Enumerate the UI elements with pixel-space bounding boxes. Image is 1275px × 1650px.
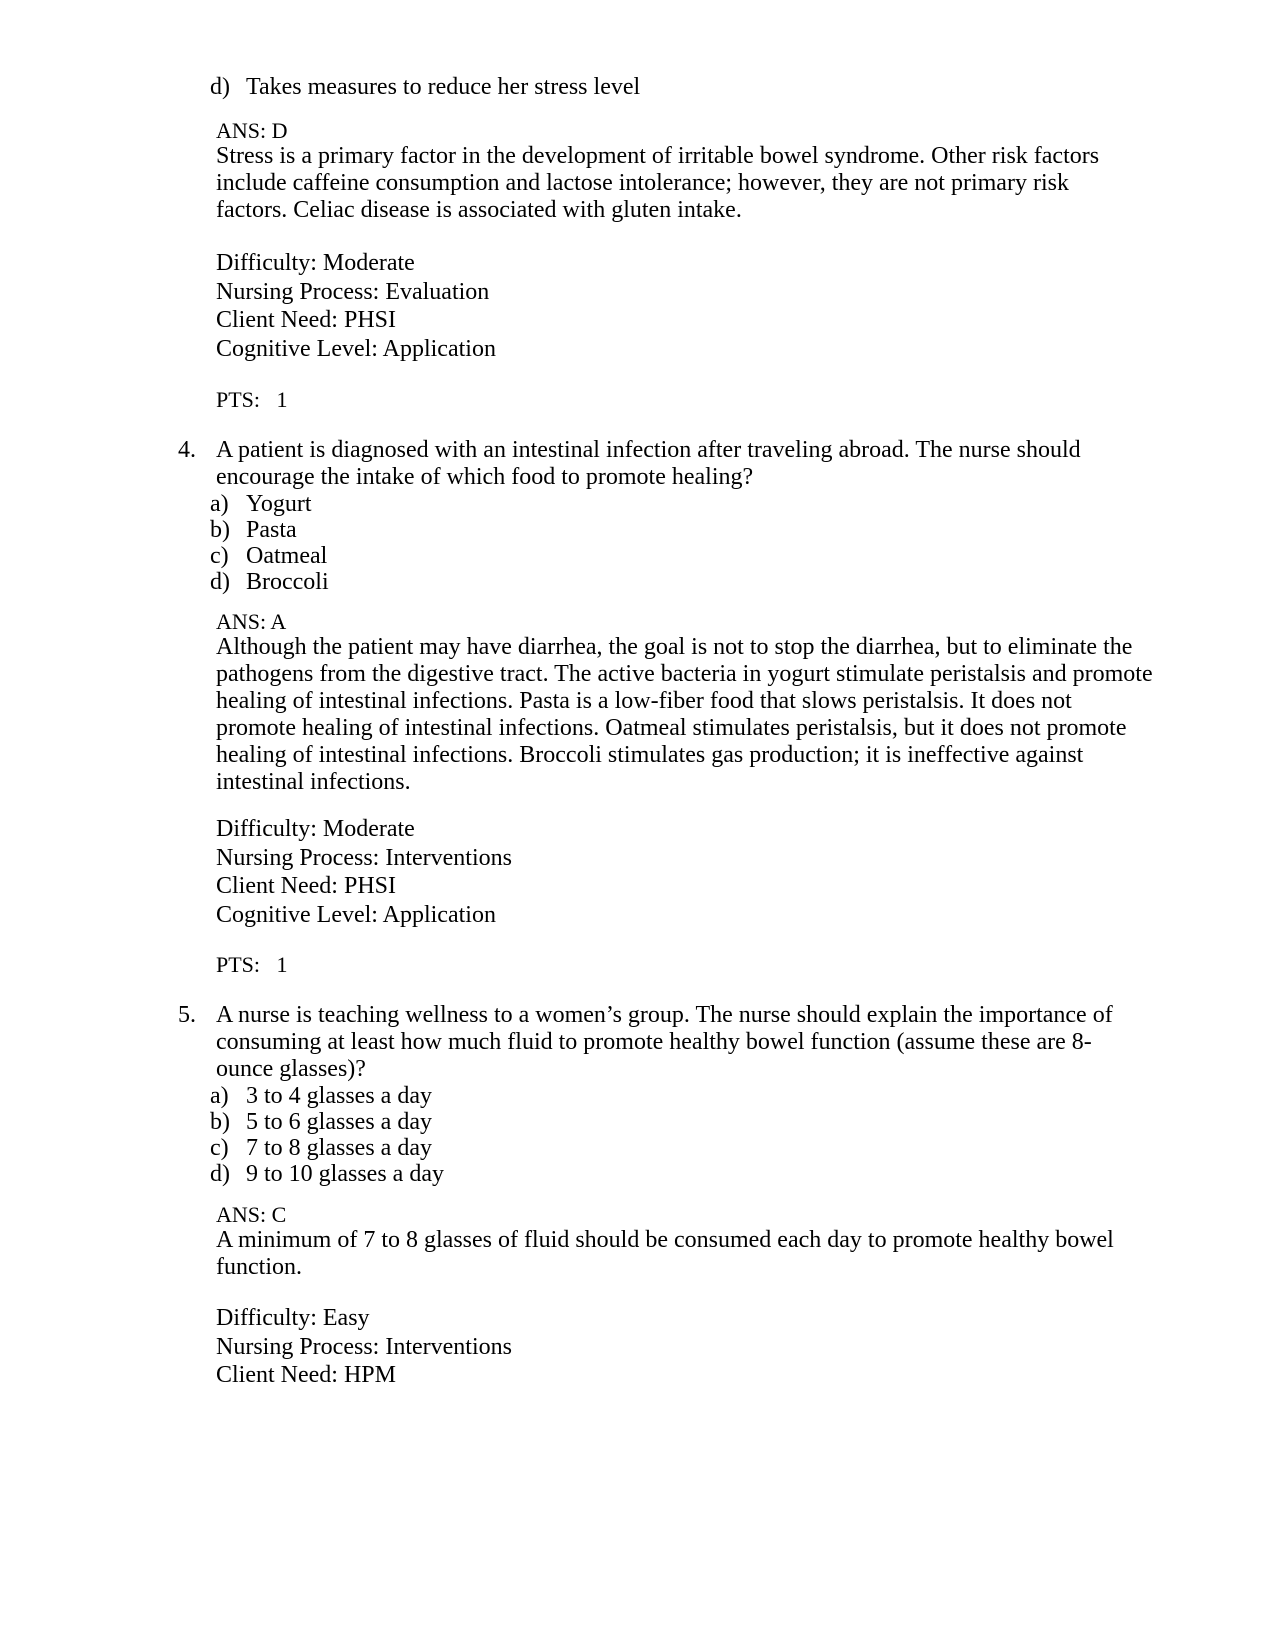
- q3-difficulty: Difficulty: Moderate: [216, 250, 415, 276]
- q4-client-need: Client Need: PHSI: [216, 873, 396, 899]
- option-letter: a): [210, 491, 229, 517]
- q4-option-a: [210, 491, 312, 518]
- option-text: 9 to 10 glasses a day: [246, 1161, 444, 1187]
- option-text: Pasta: [246, 517, 297, 543]
- q5-metadata: [216, 1304, 1151, 1390]
- q3-answer-label: ANS: D: [216, 118, 288, 143]
- q3-cognitive-level: Cognitive Level: Application: [216, 335, 496, 362]
- q5-option-b: [210, 1109, 432, 1136]
- q4-cognitive-level: Cognitive Level: Application: [216, 901, 496, 928]
- q3-option-d: [210, 74, 640, 101]
- option-text: Broccoli: [246, 569, 329, 595]
- q5-rationale: A minimum of 7 to 8 glasses of fluid should be consumed each day to promote healthy bowel function.: [216, 1227, 1114, 1280]
- q4-nursing-process: Nursing Process: Interventions: [216, 844, 512, 871]
- q3-metadata: [216, 249, 1151, 363]
- option-letter: b): [210, 1109, 230, 1135]
- q4-option-c: [210, 543, 327, 570]
- q3-nursing-process: Nursing Process: Evaluation: [216, 278, 490, 305]
- option-letter: c): [210, 543, 229, 569]
- q5-option-c: [210, 1135, 432, 1162]
- q4-rationale: Although the patient may have diarrhea, the goal is not to stop the diarrhea, but to eliminate the pathogens from the digestive tract. The active bacteria in yogurt stimulate peristalsis and promote healing of intestinal infections. Pasta is a low-fiber food that slows peristalsis. It does not promote healing of intestinal infections. Oatmeal stimulates peristalsis, but it does not promote healing of intestinal infections. Broccoli stimulates gas production; it is ineffective against intestinal infections.: [216, 634, 1153, 795]
- q5-option-a: [210, 1083, 432, 1110]
- option-letter: a): [210, 1083, 229, 1109]
- option-letter: d): [210, 569, 230, 595]
- q5-answer-label: ANS: C: [216, 1202, 287, 1227]
- q4-points: PTS: 1: [216, 952, 288, 977]
- option-text: 3 to 4 glasses a day: [246, 1083, 432, 1109]
- q4-answer-label: ANS: A: [216, 609, 287, 634]
- option-text: Takes measures to reduce her stress level: [246, 74, 641, 100]
- q5-stem: A nurse is teaching wellness to a women’s group. The nurse should explain the importance of consuming at least how much fluid to promote healthy bowel function (assume these are 8-ounce glasses)?: [216, 1002, 1113, 1082]
- q4-option-d: [210, 569, 329, 596]
- q4-option-b: [210, 517, 297, 544]
- option-text: Yogurt: [246, 491, 312, 517]
- q3-client-need: Client Need: PHSI: [216, 307, 396, 333]
- q5-difficulty: Difficulty: Easy: [216, 1305, 370, 1331]
- q4-difficulty: Difficulty: Moderate: [216, 816, 415, 842]
- q5-client-need: Client Need: HPM: [216, 1362, 396, 1388]
- option-text: 7 to 8 glasses a day: [246, 1135, 432, 1161]
- option-letter: c): [210, 1135, 229, 1161]
- option-text: Oatmeal: [246, 543, 328, 569]
- option-letter: d): [210, 1161, 230, 1187]
- q3-points: PTS: 1: [216, 387, 288, 412]
- option-text: 5 to 6 glasses a day: [246, 1109, 432, 1135]
- option-letter: b): [210, 517, 230, 543]
- q4-stem: A patient is diagnosed with an intestinal infection after traveling abroad. The nurse should encourage the intake of which food to promote healing?: [216, 437, 1081, 490]
- q5-number: 5.: [178, 1002, 196, 1028]
- q5-nursing-process: Nursing Process: Interventions: [216, 1333, 512, 1360]
- option-letter: d): [210, 74, 230, 100]
- q4-metadata: [216, 815, 1151, 929]
- q5-option-d: [210, 1161, 444, 1188]
- q3-rationale: Stress is a primary factor in the development of irritable bowel syndrome. Other risk factors include caffeine consumption and lactose intolerance; however, they are not primary risk factors. Celiac disease is associated with gluten intake.: [216, 143, 1100, 223]
- q4-number: 4.: [178, 437, 196, 463]
